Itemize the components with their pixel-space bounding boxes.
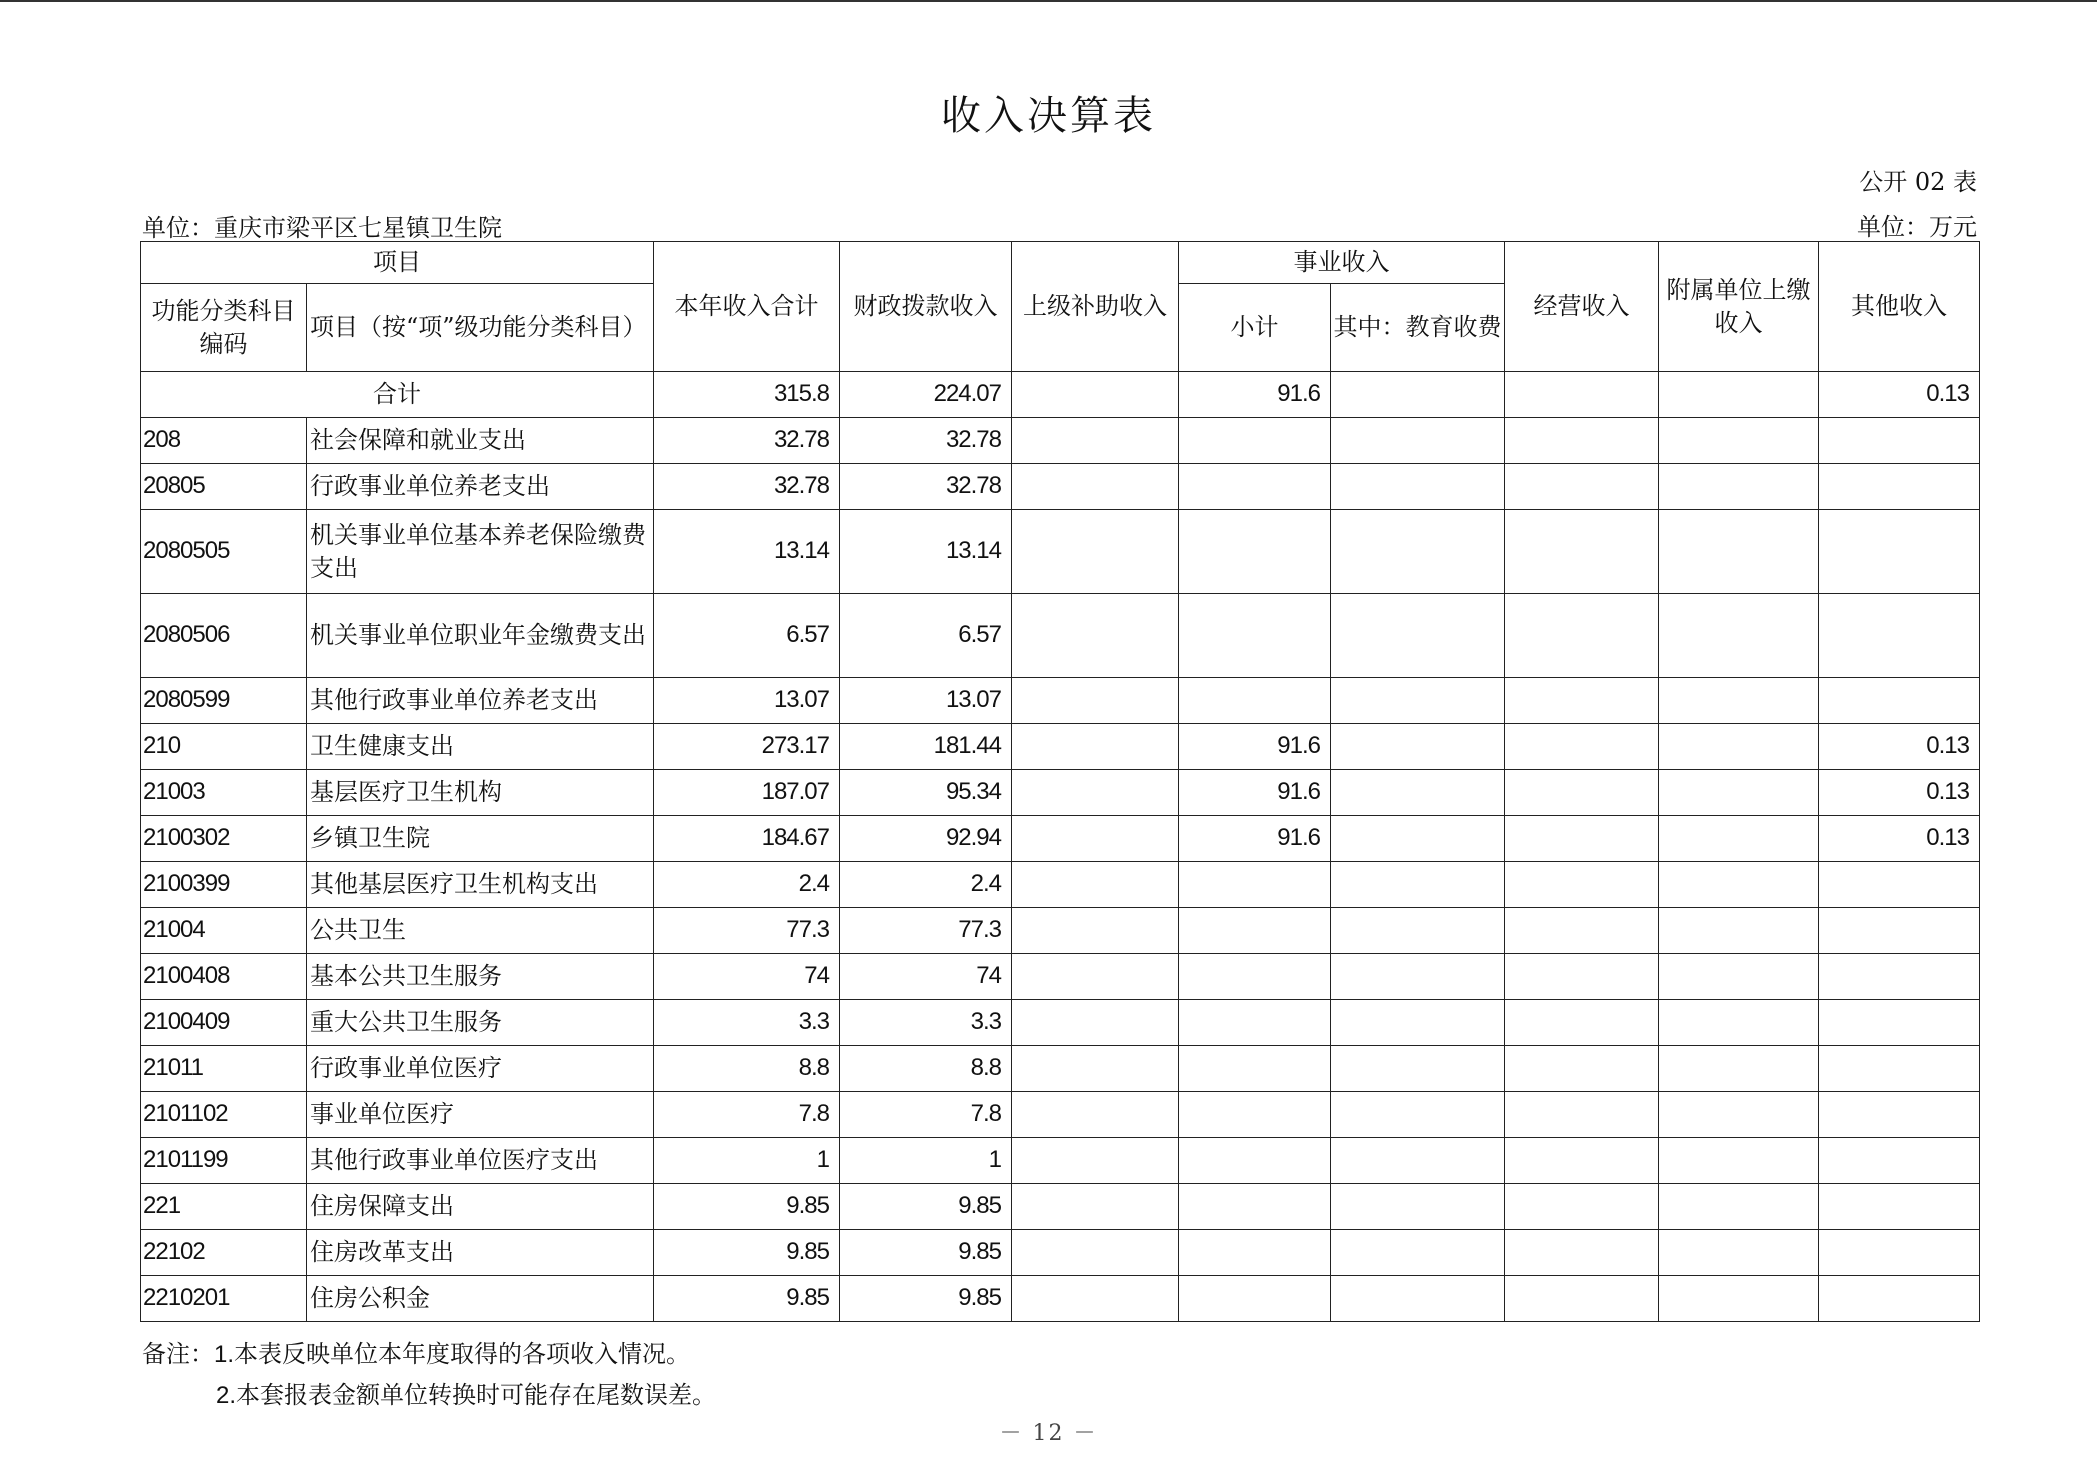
row-operating — [1505, 510, 1659, 594]
row-upper — [1012, 594, 1179, 678]
row-affiliated — [1659, 1046, 1819, 1092]
row-code: 210 — [141, 724, 307, 770]
row-total: 7.8 — [654, 1092, 840, 1138]
table-row — [141, 862, 1980, 908]
row-subtotal — [1179, 1092, 1331, 1138]
row-fiscal: 95.34 — [840, 770, 1012, 816]
summary-subtotal: 91.6 — [1179, 372, 1331, 418]
row-subtotal — [1179, 464, 1331, 510]
row-upper — [1012, 724, 1179, 770]
row-code: 21011 — [141, 1046, 307, 1092]
row-edu — [1331, 1138, 1505, 1184]
row-upper — [1012, 1138, 1179, 1184]
row-fiscal: 3.3 — [840, 1000, 1012, 1046]
row-total: 9.85 — [654, 1230, 840, 1276]
row-name: 住房保障支出 — [307, 1184, 654, 1230]
row-name: 卫生健康支出 — [307, 724, 654, 770]
row-operating — [1505, 1184, 1659, 1230]
row-upper — [1012, 678, 1179, 724]
header-operating: 经营收入 — [1505, 242, 1659, 372]
row-fiscal: 7.8 — [840, 1092, 1012, 1138]
row-subtotal — [1179, 510, 1331, 594]
summary-other: 0.13 — [1819, 372, 1980, 418]
row-operating — [1505, 954, 1659, 1000]
summary-label: 合计 — [141, 372, 654, 418]
summary-operating — [1505, 372, 1659, 418]
row-subtotal — [1179, 954, 1331, 1000]
row-other — [1819, 1092, 1980, 1138]
row-name: 其他行政事业单位医疗支出 — [307, 1138, 654, 1184]
row-other — [1819, 862, 1980, 908]
row-other — [1819, 954, 1980, 1000]
row-affiliated — [1659, 464, 1819, 510]
row-name: 重大公共卫生服务 — [307, 1000, 654, 1046]
row-total: 32.78 — [654, 464, 840, 510]
row-other — [1819, 1138, 1980, 1184]
row-subtotal — [1179, 1000, 1331, 1046]
table-row — [141, 954, 1980, 1000]
row-name: 其他行政事业单位养老支出 — [307, 678, 654, 724]
row-name: 基层医疗卫生机构 — [307, 770, 654, 816]
row-other: 0.13 — [1819, 770, 1980, 816]
row-fiscal: 2.4 — [840, 862, 1012, 908]
row-affiliated — [1659, 510, 1819, 594]
row-total: 187.07 — [654, 770, 840, 816]
table-row — [141, 1092, 1980, 1138]
header-other: 其他收入 — [1819, 242, 1980, 372]
header-business: 事业收入 — [1179, 242, 1505, 284]
row-affiliated — [1659, 594, 1819, 678]
row-fiscal: 9.85 — [840, 1230, 1012, 1276]
row-name: 社会保障和就业支出 — [307, 418, 654, 464]
row-other — [1819, 1184, 1980, 1230]
row-code: 2101199 — [141, 1138, 307, 1184]
note-2-number: 2. — [216, 1382, 237, 1409]
row-edu — [1331, 678, 1505, 724]
row-code: 208 — [141, 418, 307, 464]
row-upper — [1012, 418, 1179, 464]
row-edu — [1331, 724, 1505, 770]
row-code: 2100409 — [141, 1000, 307, 1046]
row-affiliated — [1659, 418, 1819, 464]
row-upper — [1012, 862, 1179, 908]
row-code: 221 — [141, 1184, 307, 1230]
row-upper — [1012, 1092, 1179, 1138]
table-row — [141, 1230, 1980, 1276]
header-affiliated: 附属单位上缴收入 — [1659, 242, 1819, 372]
row-fiscal: 8.8 — [840, 1046, 1012, 1092]
row-upper — [1012, 816, 1179, 862]
row-subtotal — [1179, 1184, 1331, 1230]
row-upper — [1012, 1230, 1179, 1276]
header-row-1 — [141, 242, 1980, 284]
row-subtotal — [1179, 1046, 1331, 1092]
form-number: 公开 02 表 — [1859, 168, 1977, 196]
row-edu — [1331, 908, 1505, 954]
notes-prefix: 备注： — [142, 1340, 214, 1368]
row-name: 住房改革支出 — [307, 1230, 654, 1276]
row-other — [1819, 510, 1980, 594]
header-name: 项目（按“项”级功能分类科目） — [307, 284, 654, 372]
row-fiscal: 9.85 — [840, 1184, 1012, 1230]
row-upper — [1012, 1046, 1179, 1092]
row-name: 机关事业单位职业年金缴费支出 — [307, 594, 654, 678]
note-2 — [142, 1375, 716, 1416]
row-operating — [1505, 770, 1659, 816]
summary-upper — [1012, 372, 1179, 418]
header-edu: 其中：教育收费 — [1331, 284, 1505, 372]
row-fiscal: 13.14 — [840, 510, 1012, 594]
row-code: 21003 — [141, 770, 307, 816]
row-operating — [1505, 1230, 1659, 1276]
row-fiscal: 9.85 — [840, 1276, 1012, 1322]
row-total: 9.85 — [654, 1276, 840, 1322]
row-subtotal — [1179, 418, 1331, 464]
row-total: 77.3 — [654, 908, 840, 954]
note-1 — [142, 1334, 716, 1375]
table-row — [141, 1138, 1980, 1184]
header-project: 项目 — [141, 242, 654, 284]
row-affiliated — [1659, 954, 1819, 1000]
row-code: 22102 — [141, 1230, 307, 1276]
table-row — [141, 816, 1980, 862]
table-row — [141, 678, 1980, 724]
row-operating — [1505, 862, 1659, 908]
row-code: 2101102 — [141, 1092, 307, 1138]
row-affiliated — [1659, 908, 1819, 954]
page-number: － 12 － — [999, 1421, 1098, 1446]
header-upper: 上级补助收入 — [1012, 242, 1179, 372]
row-affiliated — [1659, 1276, 1819, 1322]
table-row — [141, 770, 1980, 816]
row-other — [1819, 594, 1980, 678]
row-name: 行政事业单位医疗 — [307, 1046, 654, 1092]
row-upper — [1012, 1000, 1179, 1046]
note-1-text: 本表反映单位本年度取得的各项收入情况。 — [234, 1340, 691, 1368]
row-fiscal: 181.44 — [840, 724, 1012, 770]
table-row — [141, 464, 1980, 510]
summary-edu — [1331, 372, 1505, 418]
row-name: 公共卫生 — [307, 908, 654, 954]
row-total: 8.8 — [654, 1046, 840, 1092]
row-subtotal — [1179, 908, 1331, 954]
header-total: 本年收入合计 — [654, 242, 840, 372]
row-operating — [1505, 1046, 1659, 1092]
row-upper — [1012, 1276, 1179, 1322]
row-name: 机关事业单位基本养老保险缴费支出 — [307, 510, 654, 594]
row-other — [1819, 1046, 1980, 1092]
row-subtotal: 91.6 — [1179, 724, 1331, 770]
page-title: 收入决算表 — [941, 93, 1156, 139]
row-other — [1819, 1276, 1980, 1322]
row-operating — [1505, 1138, 1659, 1184]
row-affiliated — [1659, 816, 1819, 862]
row-other — [1819, 464, 1980, 510]
row-total: 74 — [654, 954, 840, 1000]
table-row — [141, 908, 1980, 954]
table-row — [141, 1046, 1980, 1092]
row-fiscal: 1 — [840, 1138, 1012, 1184]
row-fiscal: 32.78 — [840, 418, 1012, 464]
row-code: 2100408 — [141, 954, 307, 1000]
row-fiscal: 92.94 — [840, 816, 1012, 862]
row-name: 乡镇卫生院 — [307, 816, 654, 862]
row-affiliated — [1659, 1138, 1819, 1184]
row-edu — [1331, 816, 1505, 862]
summary-row — [141, 372, 1980, 418]
row-name: 基本公共卫生服务 — [307, 954, 654, 1000]
row-edu — [1331, 1000, 1505, 1046]
table-row — [141, 1000, 1980, 1046]
row-upper — [1012, 1184, 1179, 1230]
row-affiliated — [1659, 862, 1819, 908]
row-edu — [1331, 770, 1505, 816]
row-operating — [1505, 816, 1659, 862]
row-code: 2210201 — [141, 1276, 307, 1322]
row-total: 1 — [654, 1138, 840, 1184]
row-subtotal — [1179, 594, 1331, 678]
row-fiscal: 77.3 — [840, 908, 1012, 954]
row-edu — [1331, 594, 1505, 678]
row-operating — [1505, 678, 1659, 724]
row-total: 13.14 — [654, 510, 840, 594]
summary-total: 315.8 — [654, 372, 840, 418]
row-edu — [1331, 1092, 1505, 1138]
row-edu — [1331, 1230, 1505, 1276]
row-total: 13.07 — [654, 678, 840, 724]
row-other — [1819, 908, 1980, 954]
row-edu — [1331, 862, 1505, 908]
table-row — [141, 1276, 1980, 1322]
row-upper — [1012, 908, 1179, 954]
income-table — [140, 241, 1980, 1322]
row-subtotal — [1179, 1276, 1331, 1322]
row-edu — [1331, 510, 1505, 594]
row-operating — [1505, 1092, 1659, 1138]
row-other — [1819, 1000, 1980, 1046]
row-name: 住房公积金 — [307, 1276, 654, 1322]
row-code: 2100399 — [141, 862, 307, 908]
row-other — [1819, 678, 1980, 724]
row-affiliated — [1659, 770, 1819, 816]
row-edu — [1331, 1276, 1505, 1322]
row-subtotal: 91.6 — [1179, 816, 1331, 862]
header-subtotal: 小计 — [1179, 284, 1331, 372]
row-other — [1819, 1230, 1980, 1276]
row-other — [1819, 418, 1980, 464]
row-operating — [1505, 594, 1659, 678]
row-edu — [1331, 954, 1505, 1000]
row-total: 184.67 — [654, 816, 840, 862]
row-other: 0.13 — [1819, 816, 1980, 862]
row-total: 2.4 — [654, 862, 840, 908]
row-total: 273.17 — [654, 724, 840, 770]
row-fiscal: 13.07 — [840, 678, 1012, 724]
summary-affiliated — [1659, 372, 1819, 418]
row-code: 2100302 — [141, 816, 307, 862]
row-upper — [1012, 464, 1179, 510]
row-subtotal — [1179, 1138, 1331, 1184]
note-1-number: 1. — [214, 1341, 235, 1368]
row-subtotal: 91.6 — [1179, 770, 1331, 816]
table-row — [141, 1184, 1980, 1230]
note-2-text: 本套报表金额单位转换时可能存在尾数误差。 — [236, 1381, 717, 1409]
row-operating — [1505, 1276, 1659, 1322]
row-subtotal — [1179, 862, 1331, 908]
row-affiliated — [1659, 1000, 1819, 1046]
row-operating — [1505, 908, 1659, 954]
row-edu — [1331, 1184, 1505, 1230]
row-affiliated — [1659, 1230, 1819, 1276]
row-total: 6.57 — [654, 594, 840, 678]
table-row — [141, 724, 1980, 770]
row-affiliated — [1659, 1184, 1819, 1230]
row-fiscal: 32.78 — [840, 464, 1012, 510]
row-name: 事业单位医疗 — [307, 1092, 654, 1138]
summary-fiscal: 224.07 — [840, 372, 1012, 418]
row-upper — [1012, 954, 1179, 1000]
row-code: 2080505 — [141, 510, 307, 594]
row-fiscal: 6.57 — [840, 594, 1012, 678]
row-name: 其他基层医疗卫生机构支出 — [307, 862, 654, 908]
row-total: 32.78 — [654, 418, 840, 464]
row-total: 3.3 — [654, 1000, 840, 1046]
row-code: 2080506 — [141, 594, 307, 678]
row-edu — [1331, 1046, 1505, 1092]
table-row — [141, 510, 1980, 594]
header-code: 功能分类科目编码 — [141, 284, 307, 372]
row-upper — [1012, 510, 1179, 594]
top-border-line — [0, 0, 2097, 2]
table-row — [141, 418, 1980, 464]
row-edu — [1331, 418, 1505, 464]
unit-organization: 单位：重庆市梁平区七星镇卫生院 — [142, 214, 502, 242]
row-upper — [1012, 770, 1179, 816]
row-affiliated — [1659, 1092, 1819, 1138]
table-row — [141, 594, 1980, 678]
header-fiscal: 财政拨款收入 — [840, 242, 1012, 372]
row-operating — [1505, 464, 1659, 510]
row-operating — [1505, 418, 1659, 464]
row-subtotal — [1179, 1230, 1331, 1276]
row-code: 20805 — [141, 464, 307, 510]
row-code: 21004 — [141, 908, 307, 954]
notes — [142, 1334, 716, 1416]
row-total: 9.85 — [654, 1184, 840, 1230]
row-fiscal: 74 — [840, 954, 1012, 1000]
row-affiliated — [1659, 678, 1819, 724]
row-code: 2080599 — [141, 678, 307, 724]
row-name: 行政事业单位养老支出 — [307, 464, 654, 510]
row-operating — [1505, 724, 1659, 770]
row-subtotal — [1179, 678, 1331, 724]
row-operating — [1505, 1000, 1659, 1046]
unit-currency: 单位：万元 — [1857, 213, 1977, 241]
row-other: 0.13 — [1819, 724, 1980, 770]
row-affiliated — [1659, 724, 1819, 770]
row-edu — [1331, 464, 1505, 510]
